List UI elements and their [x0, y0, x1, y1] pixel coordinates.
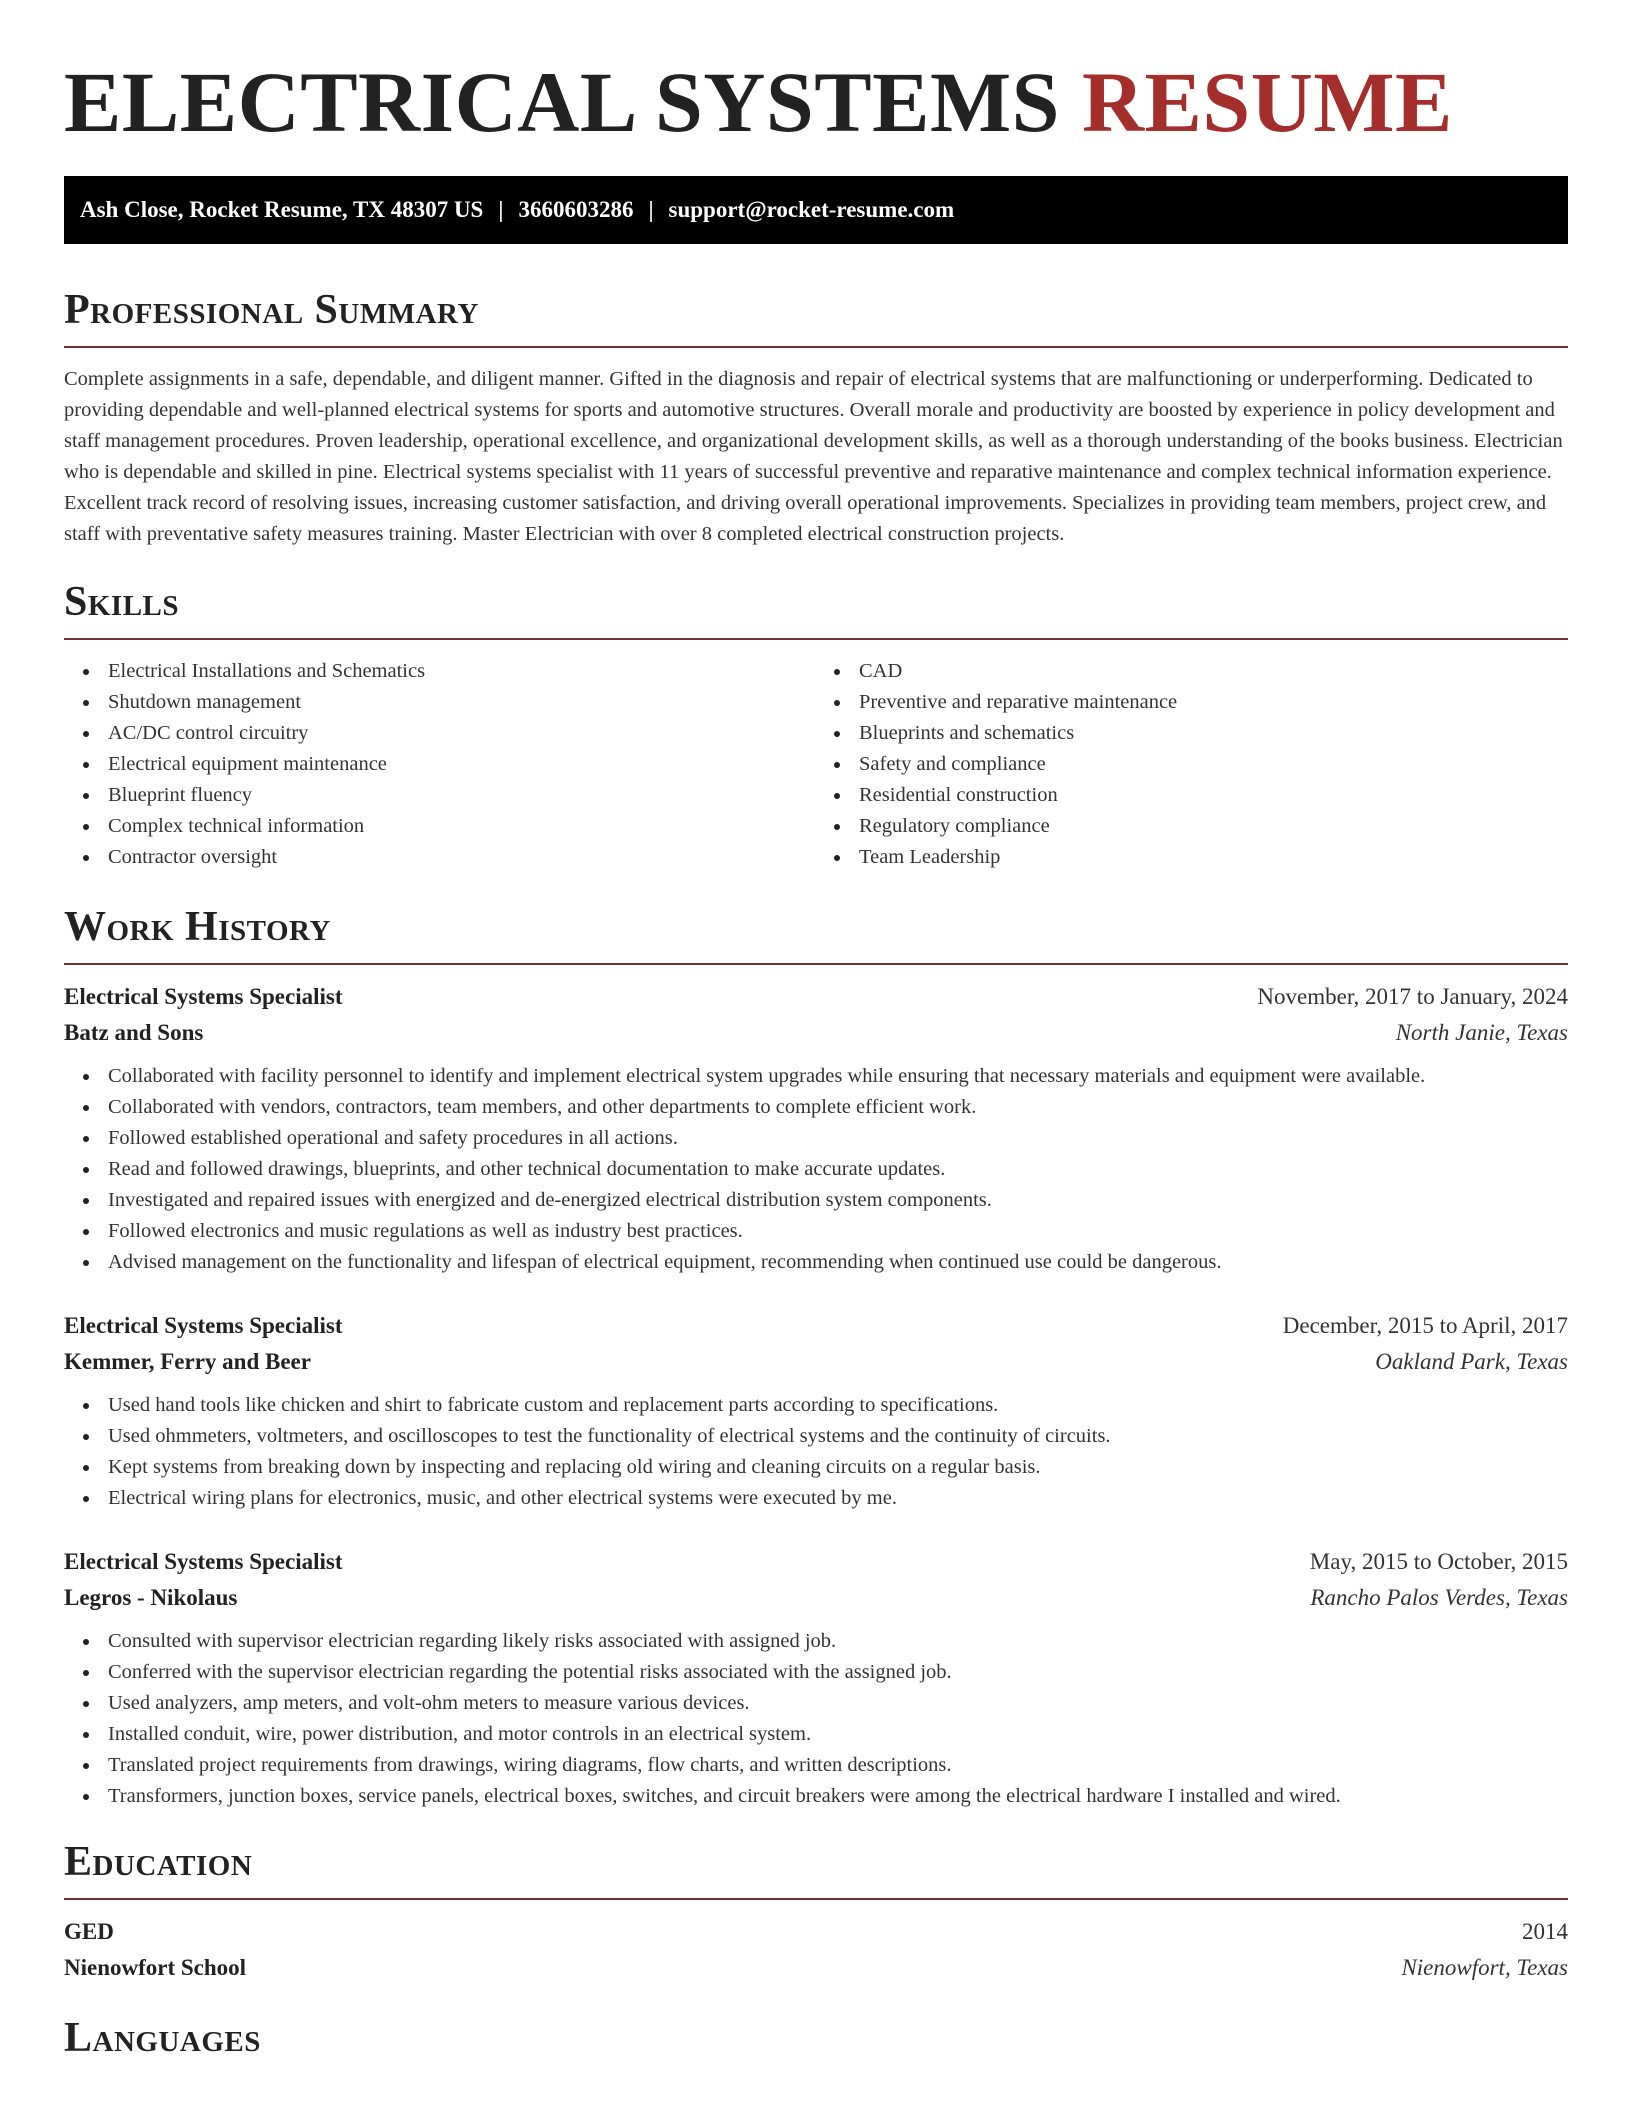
job-entry: [64, 1308, 1568, 1514]
job-bullet: Electrical wiring plans for electronics, music, and other electrical systems were executed by me.: [108, 1483, 1568, 1514]
job-dates: November, 2017 to January, 2024: [1257, 984, 1568, 1009]
education-section: [64, 1838, 1568, 1986]
job-bullet: Investigated and repaired issues with energized and de-energized electrical distribution system components.: [108, 1185, 1568, 1216]
job-title-row: [64, 1544, 1568, 1580]
job-bullet: Transformers, junction boxes, service panels, electrical boxes, switches, and circuit breakers were among the electrical hardware I installed and wired.: [108, 1781, 1568, 1812]
section-title-work: Work History: [64, 904, 331, 950]
contact-separator: |: [498, 197, 504, 222]
job-company-row: [64, 1015, 1568, 1051]
job-bullet: Followed electronics and music regulations as well as industry best practices.: [108, 1216, 1568, 1247]
summary-text: Complete assignments in a safe, dependable, and diligent manner. Gifted in the diagnosis and repair of electrical systems that are malfunctioning or underperforming. Dedicated to providing dependable and well-planned electrical systems for sports and automotive structures. Overall morale and productivity are boosted by experience in policy development and staff management procedures. Proven leadership, operational excellence, and organizational development skills, as well as a thorough understanding of the books business. Electrician who is dependable and skilled in pine. Electrical systems specialist with 11 years of successful preventive and reparative maintenance and complex technical information experience. Excellent track record of resolving issues, increasing customer satisfaction, and driving overall operational improvements. Specializes in providing team members, project crew, and staff with preventative safety measures training. Master Electrician with over 8 completed electrical construction projects.: [64, 368, 1563, 545]
skills-columns: [64, 656, 1568, 873]
job-location: North Janie, Texas: [1395, 1020, 1568, 1045]
job-location: Oakland Park, Texas: [1375, 1349, 1568, 1374]
job-bullet: Used hand tools like chicken and shirt to fabricate custom and replacement parts according to specifications.: [108, 1390, 1568, 1421]
job-bullet: Used analyzers, amp meters, and volt-ohm meters to measure various devices.: [108, 1688, 1568, 1719]
section-divider: [64, 638, 1568, 640]
job-bullet: Consulted with supervisor electrician regarding likely risks associated with assigned job.: [108, 1626, 1568, 1657]
skill-item: Residential construction: [859, 780, 1568, 811]
job-title: Electrical Systems Specialist: [64, 1549, 343, 1574]
job-entry: [64, 979, 1568, 1278]
job-bullet: Installed conduit, wire, power distribution, and motor controls in an electrical system.: [108, 1719, 1568, 1750]
job-company: Legros - Nikolaus: [64, 1585, 238, 1610]
jobs-list: [64, 979, 1568, 1812]
resume-title: [64, 0, 1568, 176]
summary-section: [64, 286, 1568, 550]
education-head-row: [64, 1914, 1568, 1950]
job-title-row: [64, 1308, 1568, 1344]
job-bullet: Collaborated with vendors, contractors, team members, and other departments to complete efficient work.: [108, 1092, 1568, 1123]
job-bullet: Followed established operational and safety procedures in all actions.: [108, 1123, 1568, 1154]
job-bullet: Advised management on the functionality and lifespan of electrical equipment, recommending when continued use could be dangerous.: [108, 1247, 1568, 1278]
job-title-row: [64, 979, 1568, 1015]
title-accent: RESUME: [1081, 54, 1453, 150]
skill-item: Contractor oversight: [108, 842, 817, 873]
skills-list-left: [64, 656, 817, 873]
job-company-row: [64, 1580, 1568, 1616]
education-school: Nienowfort School: [64, 1955, 247, 1980]
skill-item: Safety and compliance: [859, 749, 1568, 780]
education-school-row: [64, 1950, 1568, 1986]
languages-section: [64, 2014, 1568, 2062]
section-title-skills: Skills: [64, 579, 180, 625]
job-bullets: [64, 1626, 1568, 1812]
section-divider: [64, 346, 1568, 348]
section-title-education: Education: [64, 1839, 253, 1885]
job-company: Batz and Sons: [64, 1020, 204, 1045]
job-bullet: Kept systems from breaking down by inspecting and replacing old wiring and cleaning circuits on a regular basis.: [108, 1452, 1568, 1483]
job-bullets: [64, 1061, 1568, 1278]
skill-item: Shutdown management: [108, 687, 817, 718]
job-entry: [64, 1544, 1568, 1812]
skills-list-right: [817, 656, 1568, 873]
skill-item: Blueprints and schematics: [859, 718, 1568, 749]
skill-item: Blueprint fluency: [108, 780, 817, 811]
section-title-languages: Languages: [64, 2015, 261, 2061]
job-bullet: Read and followed drawings, blueprints, and other technical documentation to make accurate updates.: [108, 1154, 1568, 1185]
skills-section: [64, 578, 1568, 873]
skill-item: CAD: [859, 656, 1568, 687]
skill-item: Regulatory compliance: [859, 811, 1568, 842]
job-location: Rancho Palos Verdes, Texas: [1310, 1585, 1568, 1610]
job-title: Electrical Systems Specialist: [64, 984, 343, 1009]
skill-item: Preventive and reparative maintenance: [859, 687, 1568, 718]
job-bullet: Translated project requirements from drawings, wiring diagrams, flow charts, and written descriptions.: [108, 1750, 1568, 1781]
section-title-summary: Professional Summary: [64, 287, 479, 333]
education-location: Nienowfort, Texas: [1401, 1955, 1568, 1980]
contact-email: support@rocket-resume.com: [668, 197, 955, 222]
section-divider: [64, 963, 1568, 965]
job-bullet: Conferred with the supervisor electrician regarding the potential risks associated with the assigned job.: [108, 1657, 1568, 1688]
contact-separator: |: [648, 197, 654, 222]
job-company: Kemmer, Ferry and Beer: [64, 1349, 311, 1374]
contact-address: Ash Close, Rocket Resume, TX 48307 US: [80, 197, 484, 222]
job-bullets: [64, 1390, 1568, 1514]
job-bullet: Used ohmmeters, voltmeters, and oscilloscopes to test the functionality of electrical systems and the continuity of circuits.: [108, 1421, 1568, 1452]
skill-item: Complex technical information: [108, 811, 817, 842]
contact-bar: [64, 176, 1568, 244]
skill-item: Electrical equipment maintenance: [108, 749, 817, 780]
job-dates: December, 2015 to April, 2017: [1282, 1313, 1568, 1338]
work-section: [64, 903, 1568, 1812]
contact-phone: 3660603286: [518, 197, 634, 222]
skill-item: Electrical Installations and Schematics: [108, 656, 817, 687]
education-year: 2014: [1522, 1919, 1568, 1944]
skill-item: Team Leadership: [859, 842, 1568, 873]
job-company-row: [64, 1344, 1568, 1380]
section-divider: [64, 1898, 1568, 1900]
education-degree: GED: [64, 1919, 114, 1944]
title-main: ELECTRICAL SYSTEMS: [64, 54, 1060, 150]
job-bullet: Collaborated with facility personnel to identify and implement electrical system upgrades while ensuring that necessary materials and equipment were available.: [108, 1061, 1568, 1092]
skill-item: AC/DC control circuitry: [108, 718, 817, 749]
job-dates: May, 2015 to October, 2015: [1309, 1549, 1568, 1574]
job-title: Electrical Systems Specialist: [64, 1313, 343, 1338]
